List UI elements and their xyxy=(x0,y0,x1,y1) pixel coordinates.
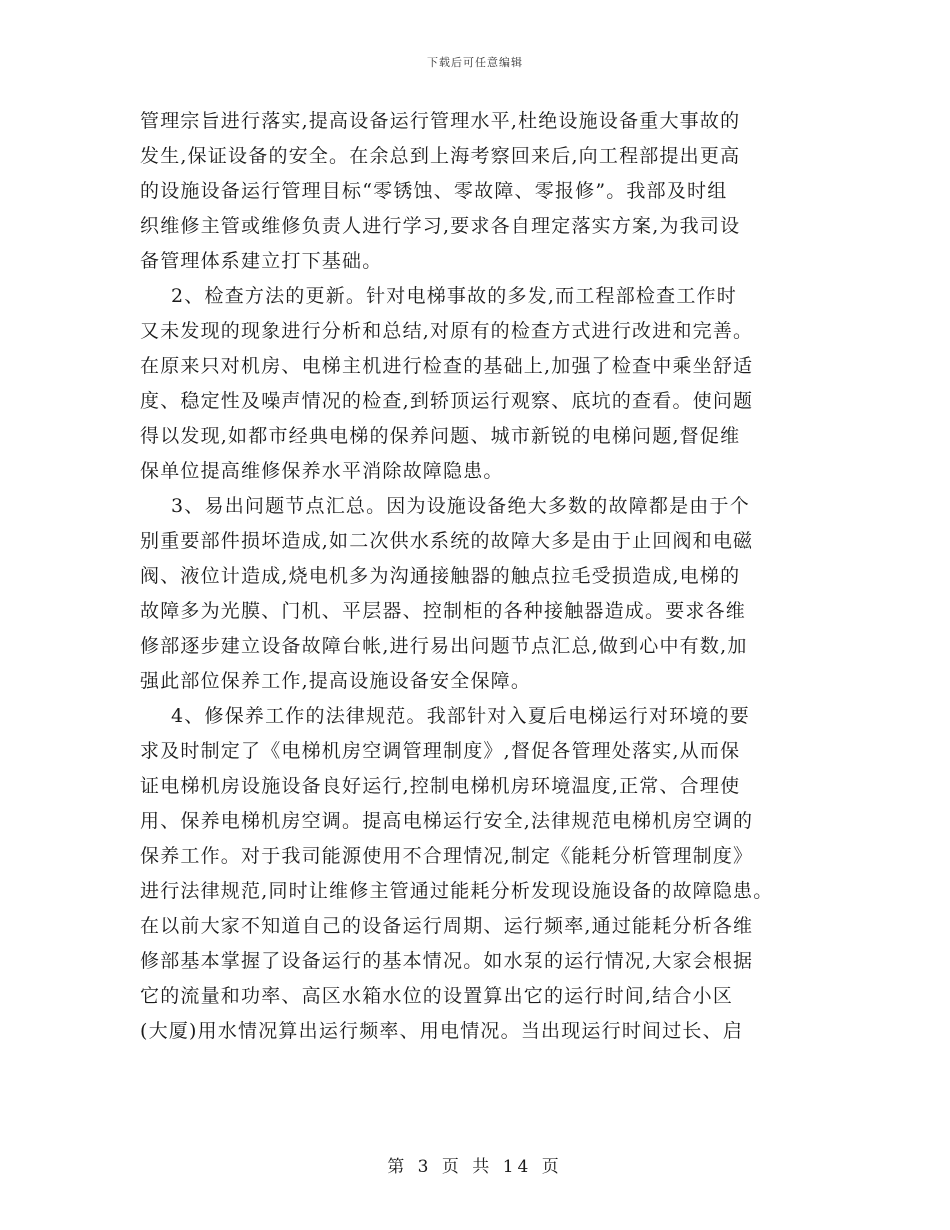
text-line: 修部逐步建立设备故障台帐,进行易出问题节点汇总,做到心中有数,加 xyxy=(140,635,748,657)
document-body xyxy=(140,104,795,1049)
text-line: 求及时制定了《电梯机房空调管理制度》,督促各管理处落实,从而保 xyxy=(140,740,741,762)
text-line: 保养工作。对于我司能源使用不合理情况,制定《能耗分析管理制度》 xyxy=(140,845,754,867)
text-line: 得以发现,如都市经典电梯的保养问题、城市新锐的电梯问题,督促维 xyxy=(140,425,741,447)
text-line: 备管理体系建立打下基础。 xyxy=(140,250,383,272)
text-line: 它的流量和功率、高区水箱水位的设置算出它的运行时间,结合小区 xyxy=(140,985,734,1007)
paragraph-start-line: 4、修保养工作的法律规范。我部针对入夏后电梯运行对环境的要 xyxy=(171,705,750,727)
text-line: 又未发现的现象进行分析和总结,对原有的检查方式进行改进和完善。 xyxy=(140,320,754,342)
text-line: 发生,保证设备的安全。在余总到上海考察回来后,向工程部提出更高 xyxy=(140,145,741,167)
text-line: 管理宗旨进行落实,提高设备运行管理水平,杜绝设施设备重大事故的 xyxy=(140,110,741,132)
text-line: 别重要部件损坏造成,如二次供水系统的故障大多是由于止回阀和电磁 xyxy=(140,530,754,552)
text-line: 度、稳定性及噪声情况的检查,到轿顶运行观察、底坑的查看。使问题 xyxy=(140,390,754,412)
header-note: 下载后可任意编辑 xyxy=(427,56,523,69)
page-number-footer: 第 3 页 共 14 页 xyxy=(387,1157,563,1177)
text-line: 进行法律规范,同时让维修主管通过能耗分析发现设施设备的故障隐患。 xyxy=(140,880,774,902)
text-line: 保单位提高维修保养水平消除故障隐患。 xyxy=(140,460,504,482)
text-line: 用、保养电梯机房空调。提高电梯运行安全,法律规范电梯机房空调的 xyxy=(140,810,754,832)
text-line: 阀、液位计造成,烧电机多为沟通接触器的触点拉毛受损造成,电梯的 xyxy=(140,565,741,587)
text-line: 在原来只对机房、电梯主机进行检查的基础上,加强了检查中乘坐舒适 xyxy=(140,355,754,377)
text-line: 强此部位保养工作,提高设施设备安全保障。 xyxy=(140,670,532,692)
text-line: 的设施设备运行管理目标“零锈蚀、零故障、零报修”。我部及时组 xyxy=(140,180,728,202)
text-line: 证电梯机房设施设备良好运行,控制电梯机房环境温度,正常、合理使 xyxy=(140,775,741,797)
text-line: (大厦)用水情况算出运行频率、用电情况。当出现运行时间过长、启 xyxy=(140,1020,744,1042)
paragraph-start-line: 3、易出问题节点汇总。因为设施设备绝大多数的故障都是由于个 xyxy=(171,495,750,517)
text-line: 织维修主管或维修负责人进行学习,要求各自理定落实方案,为我司设 xyxy=(140,215,741,237)
text-line: 故障多为光膜、门机、平层器、控制柜的各种接触器造成。要求各维 xyxy=(140,600,747,622)
paragraph-start-line: 2、检查方法的更新。针对电梯事故的多发,而工程部检查工作时 xyxy=(171,285,737,307)
text-line: 在以前大家不知道自己的设备运行周期、运行频率,通过能耗分析各维 xyxy=(140,915,754,937)
text-line: 修部基本掌握了设备运行的基本情况。如水泵的运行情况,大家会根据 xyxy=(140,950,754,972)
